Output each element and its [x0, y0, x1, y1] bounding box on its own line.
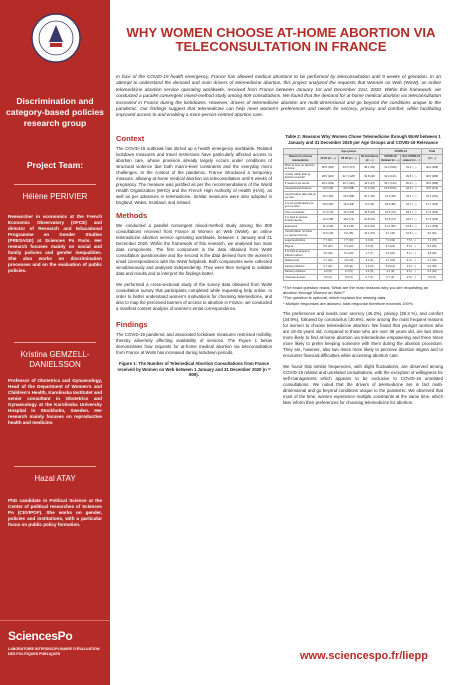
context-heading: Context [116, 134, 145, 143]
university-seal-logo [30, 12, 82, 64]
table-cell: 7.7 (31) [318, 238, 339, 244]
member-bio: Researcher in economics at the French Economic Observatory (OFCE) and director of Research and Educational Programme on Gender Studies (PRESAGE) at Sciences Po Paris. Her research focuses mainly on social and family policies and gender inequalities. She also works on discrimination processes and on the evaluation of public policies. [8, 214, 102, 273]
table-cell: 4.1 (39) [422, 258, 443, 264]
table-cell: 43.1 (…) [401, 163, 422, 172]
table-body [284, 163, 443, 280]
table-cell: 17.2 (163) [422, 209, 443, 215]
abstract-text: In face of the COVID-19 health emergency, France has allowed medical abortions to be performed by teleconsultation until 9 weeks of gestation. In an attempt to understand the demand and main drivers of telemedicine abortion, this project analyzed the requests that Women on Web (WoW), an online telemedicine abortion service operating worldwide, received from France between January 1st and December 31st, 2020. Within this framework, we conducted a parallel convergent mixed-method study among 809 consultations. We found that the demand for at-home medical abortion via teleconsultation increased in France during the lockdowns. However, drivers of telemedicine abortion are multi-dimensional and go beyond the conditions unique to the pandemic. Our findings suggest that telemedicine can help meet women's preferences and needs for secrecy, privacy and comfort, while facilitating improved access to and enabling a more person-centred abortion care. [116, 74, 441, 118]
member-name: Hélène PERIVIER [22, 192, 88, 201]
table-cell: 10.0 (40) [318, 229, 339, 238]
table-cell: 18.2 (71) [338, 215, 359, 224]
table-column-header: COVID-19 Related (n=…) [381, 155, 400, 162]
table-row-label: Time constraints [284, 209, 318, 215]
table-row-label: Legal restrictions [284, 238, 318, 244]
table-cell: 2.5 (…) [401, 269, 422, 275]
member-bio: PhD candidate in Political Science at the Center of political researches of Sciences Po (CEVIPOF). She works on gender, policies and institutions, with a particular focus on public policy formation. [8, 498, 102, 527]
table-cell: 3.7 (15) [318, 258, 339, 264]
table-cell: 22.9 (100) [380, 186, 401, 192]
table-cell: 5.5 (22) [318, 244, 339, 250]
table-cell: 19.5 (29) [359, 209, 380, 215]
table-row-label: Expensive [284, 224, 318, 230]
table-cell: 18.3 (80) [380, 201, 401, 210]
table-note: * Multiple responses are allowed, total response therefore exceeds 100%. [283, 300, 414, 306]
table-row-label: Partner problems [284, 269, 318, 275]
table-header-row [284, 154, 443, 163]
table-cell: 16.9 (74) [380, 215, 401, 224]
table-cell: 29.7 (116) [338, 181, 359, 187]
table-notes [283, 285, 443, 306]
table-row [284, 249, 443, 258]
table-row [284, 215, 443, 224]
left-column [116, 134, 272, 381]
table-row-label: It is hard to access another doctor [284, 215, 318, 224]
table-cell: 5.1 (20) [338, 249, 359, 258]
table-row [284, 275, 443, 281]
table-cell: 30.6 (289) [422, 172, 443, 181]
table-cell: 44.5 (174) [338, 163, 359, 172]
member-bio: Professor of Obstetrics and Gynaecology, Head of the Department of Women's and Children's Health, Karolinska Institutet and senior consultant in Obstetrics and Gynaecology at the Karolinska University Hospital in Stockholm, Sweden. Her research mainly focuses on reproductive health and medicine. [8, 378, 102, 425]
findings-heading: Findings [116, 320, 148, 329]
table-cell: 2.1 (9) [380, 269, 401, 275]
table-cell: 0.6 (…) [401, 275, 422, 281]
table-cell: 7.7 (30) [338, 238, 359, 244]
table-cell: 6.1 (24) [338, 244, 359, 250]
table-caption: Table 2: Reasons Why Women Chose Telemedicine through WoW between 1 January and 31 December 2020 per Age Groups and COVID-19 Relevance [285, 134, 441, 145]
table-cell: 5.3 (51) [422, 244, 443, 250]
table-cell: 0.7 (3) [380, 275, 401, 281]
table-cell: 24.6 (99) [318, 186, 339, 192]
table-cell: 32.7 (128) [338, 172, 359, 181]
table-row-label: Family problems [284, 264, 318, 270]
table-row [284, 192, 443, 201]
table-cell: 5.3 (23) [380, 244, 401, 250]
member-name: Kristina GEMZELL-DANIELSSON [20, 350, 90, 369]
table-group-header: COVID-19 [380, 149, 422, 155]
table-cell: 10.5 (…) [401, 229, 422, 238]
table-cell: 30.6 (…) [401, 181, 422, 187]
table-cell: 4.3 (…) [401, 258, 422, 264]
table-group-header: Age groups [318, 149, 380, 155]
figure-caption: Figure 1: The Number of Telemedical Abortion Consultations from France received by Women on Web between 1 January and 31 December 2020 (n = 809). [117, 361, 271, 378]
table-row-label: I would rather not have my partner find out [284, 229, 318, 238]
right-column [283, 134, 443, 411]
table-cell: 30.7 (134) [380, 181, 401, 187]
table-note: *The question is optional, which explains the missing data. [283, 295, 387, 301]
table-cell: 3.4 (5) [359, 244, 380, 250]
table-cell: 28.6 (115) [318, 172, 339, 181]
table-cell: 4.7 (7) [359, 249, 380, 258]
table-cell: 22.5 (88) [338, 192, 359, 201]
table-cell: 22.2 (…) [401, 186, 422, 192]
table-cell: 24.1 (…) [401, 192, 422, 201]
table-column-header: (n=…) [422, 154, 443, 163]
table-cell: 16.7 (…) [401, 201, 422, 210]
context-text: The COVID-19 outbreak has stirred up a health emergency worldwide. Related lockdown measures and travel restrictions have particularly affected access to abortion care, whose provision already largely occurs under conditions of structural violence due both macro-level constraints and the everyday micro challenges. In the context of the pandemic, France introduced a temporary measure, allowing at-home medical abortion via teleconsultation until 9 weeks of pregnancy. The measure was justified as per the recommendations of the World Health Organization (WHO) and the French High Authority of Health (HAS), as well as per advances in telemedicine. Similar measures were also adopted in England, Wales, Scotland, and Ireland. [116, 146, 272, 205]
table-cell: 21.4 (32) [359, 186, 380, 192]
table-cell: 10.1 (15) [359, 224, 380, 230]
table-group-header: Total [422, 149, 443, 155]
table-cell: 2.6 (25) [422, 264, 443, 270]
table-column-header: 26-35 (n=…) [338, 154, 359, 163]
table-cell: 3.4 (5) [359, 269, 380, 275]
table-cell: 6.0 (9) [359, 238, 380, 244]
table-cell: 18.1 (27) [359, 181, 380, 187]
table-cell: 17.4 (70) [318, 209, 339, 215]
table-column-header: 36 and above (n=…) [361, 155, 379, 162]
reasons-table [283, 148, 443, 281]
table-cell: 0.8 (3) [338, 275, 359, 281]
table-cell: 48.1 (69) [359, 163, 380, 172]
table-cell: 42.0 (398) [422, 163, 443, 172]
divider [14, 466, 96, 467]
poster-title: WHY WOMEN CHOOSE AT-HOME ABORTION VIA TELECONSULTATION IN FRANCE [126, 25, 436, 54]
methods-text: We conducted a parallel convergent mixed-method study among the 809 consultations received from France at Women on Web (WoW), an online telemedicine abortion service operating worldwide, between 1 January and 31 December 2020. Within the framework of this research, we analysed two main data components. The first component is the data obtained from WoW consultation questionnaire and the second is the data derived from the women's email correspondence with the WoW helpdesk. Both components were collected simultaneously and analysed independently. They were then merged to validate data and results and to interpret the findings better. [116, 223, 272, 276]
sciencespo-logo: SciencesPo [8, 629, 73, 643]
table-note: *The exact question reads "What are the main reasons why you are requesting an abortion through Women on Web?" [283, 284, 429, 296]
table-cell: 2.7 (11) [318, 264, 339, 270]
table-cell: 30.8 (46) [359, 172, 380, 181]
member-name: Hazal ATAY [34, 474, 76, 483]
table-cell: 30.5 (288) [422, 181, 443, 187]
table-cell: 0.6 (6) [422, 275, 443, 281]
table-cell: 0.5 (2) [318, 275, 339, 281]
table-cell: 11.4 (50) [380, 224, 401, 230]
table-cell: 2.3 (22) [422, 269, 443, 275]
table-row-label: Geographical distance [284, 186, 318, 192]
table-cell: 5.5 (…) [401, 244, 422, 250]
table-cell: 7.5 (…) [401, 238, 422, 244]
table-cell: 20.1 (30) [359, 192, 380, 201]
table-cell: 16.4 (64) [338, 209, 359, 215]
table-cell: 18.0 (…) [401, 215, 422, 224]
sidebar [0, 0, 110, 685]
table-column-header: Not COVID-19 related (n=…) [402, 155, 421, 162]
table-cell: 29.5 (…) [401, 172, 422, 181]
table-cell: 11.1 (105) [422, 224, 443, 230]
table-row-label: It needs to be secret [284, 181, 318, 187]
table-cell: 9.6 (91) [422, 229, 443, 238]
table-cell: 4.5 (18) [318, 249, 339, 258]
divider [14, 342, 96, 343]
table-row [284, 201, 443, 210]
table-cell: 22.3 (211) [422, 192, 443, 201]
table-cell: 9.0 (35) [338, 229, 359, 238]
table-cell: 22.5 (213) [422, 186, 443, 192]
research-group-title: Discrimination and category-based policies research group [6, 96, 104, 128]
table-cell: 4.1 (18) [380, 258, 401, 264]
table-cell: 20.6 (83) [318, 201, 339, 210]
table-cell: 5.1 (…) [401, 249, 422, 258]
table-row-label: Want to have an abortion at home [284, 163, 318, 172]
table-row [284, 163, 443, 172]
table-cell: 10.1 (15) [359, 229, 380, 238]
table-cell: 32.3 (141) [380, 172, 401, 181]
table-cell: 2.3 (9) [338, 269, 359, 275]
website-link[interactable]: www.sciencespo.fr/liepp [300, 650, 428, 662]
table-row [284, 172, 443, 181]
table-cell: 4.6 (20) [380, 249, 401, 258]
table-cell: 2.6 (…) [401, 264, 422, 270]
table-cell: 4.9 (19) [338, 258, 359, 264]
table-cell: 9.1 (40) [380, 229, 401, 238]
project-team-heading: Project Team: [26, 160, 84, 170]
table-row-label: I prefer rather than by abortion provider [284, 172, 318, 181]
findings-text: The COVID-19 pandemic and associated lockdown measures restricted mobility, thereby adversely affecting availability of services. The Figure 1 below demonstrates how requests for at-home medical abortion via teleconsultation from France at WoW has increased during lockdown periods. [116, 332, 272, 355]
table-cell: 22.8 (34) [359, 215, 380, 224]
table-cell: 2.0 (3) [359, 264, 380, 270]
table-cell: 17.1 (162) [422, 201, 443, 210]
lab-name: LABORATOIRE INTERDISCIPLINAIRE D'ÉVALUATION DES POLITIQUES PUBLIQUES [8, 647, 100, 656]
table-cell: 10.8 (…) [401, 224, 422, 230]
table-cell: 41.2 (180) [380, 163, 401, 172]
table-cell: 38.3 (153) [318, 181, 339, 187]
table-cell: 22.6 (88) [338, 186, 359, 192]
table-row [284, 229, 443, 238]
table-row-label: It is hard to access a different doctor [284, 249, 318, 258]
divider [14, 184, 96, 185]
table-cell: 7.4 (70) [422, 238, 443, 244]
table-cell: 11.4 (46) [318, 224, 339, 230]
table-cell: 2.8 (12) [380, 264, 401, 270]
table-cell: 38.5 (155) [318, 163, 339, 172]
table-cell: 18.1 (…) [401, 209, 422, 215]
table-row-label: Waiting lists [284, 258, 318, 264]
table-cell: 17.2 (163) [422, 215, 443, 224]
table-row-label: It is too embarrassing to go to a clinic [284, 201, 318, 210]
methods-heading: Methods [116, 211, 148, 220]
table-row-label: I would rather take pills on my own [284, 192, 317, 200]
table-cell: 9.4 (14) [359, 201, 380, 210]
table-cell: 16.6 (65) [338, 201, 359, 210]
table-cell: 14.4 (58) [318, 215, 339, 224]
table-cell: 2.0 (8) [318, 269, 339, 275]
table-column-header: 15-25 (n=…) [318, 154, 339, 163]
table-column-header: Reason to choose telemedicine [284, 154, 318, 163]
methods-text: We performed a cross-sectional study of the survey data obtained from WoW consultation survey that participants completed while requesting help online. In order to better understand women's motivations for choosing telemedicine, and also to map the perceived barriers of access to abortion in France, we conducted a manifest content analysis of women's email correspondence. [116, 282, 272, 311]
table-cell: 3.4 (5) [359, 258, 380, 264]
table-cell: 2.8 (11) [338, 264, 359, 270]
table-cell: 16.6 (72) [380, 209, 401, 215]
findings-text: We found that similar frequencies, with slight fluctuations, are observed among COVID-19 related and unrelated consultations, with the exception of willingness for self-management which appears to be exclusive to COVID-19 unrelated consultations. We noted that the drivers of telemedicine are in fact multi-dimensional and go beyond conditions unique to the pandemic. We observed that most of the time, women experience multiple constraints at the same time, which later inform their preferences for choosing telemedicine for abortion. [283, 363, 443, 405]
findings-text: The preferences and needs over secrecy (46.2%), privacy (38.3 %), and comfort (34.9%), followed by coronavirus (30.6%), were among the most frequent reasons for women to choose telemedicine abortion. We found that younger women who are 18-25 years old, compared to those who are over 36 years old, are two times more likely to find at-home abortion via telemedicine empowering and three times more likely to prefer keeping someone with them during the abortion procedure. They are, however, also two times more likely to perceive abortion stigma and to encounter financial difficulties while accessing abortion care. [283, 310, 443, 358]
table-cell: 23.1 (93) [318, 192, 339, 201]
sidebar-footer [0, 620, 110, 685]
table-row-label: Stigma [284, 244, 318, 250]
table-cell: 11.5 (45) [338, 224, 359, 230]
table-row-label: Unknown answer [284, 275, 318, 281]
table-cell: 4.8 (45) [422, 249, 443, 258]
table-cell: 7.3 (32) [380, 238, 401, 244]
table-cell: 21.3 (93) [380, 192, 401, 201]
table-cell: 0.7 (1) [359, 275, 380, 281]
